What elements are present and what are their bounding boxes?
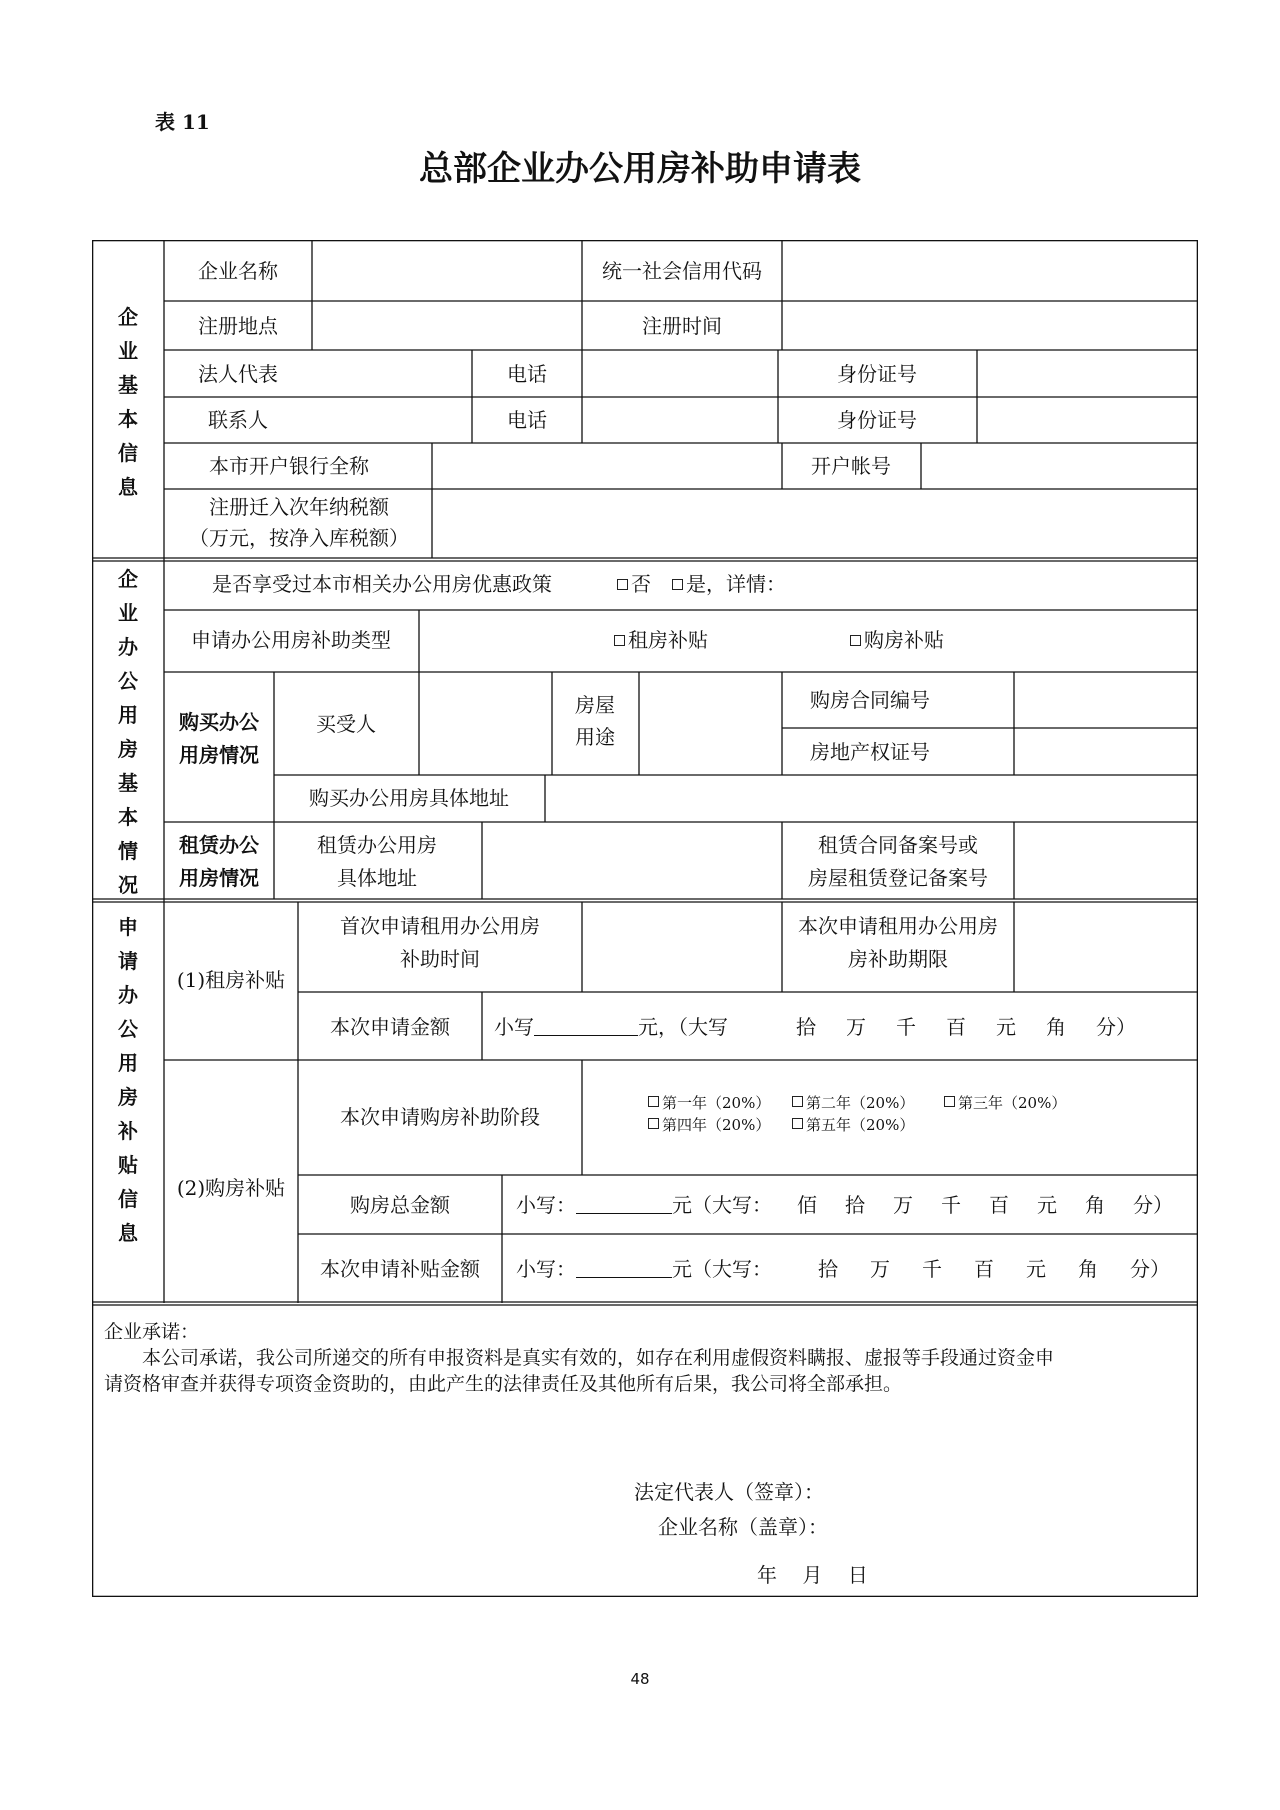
checkbox-rent-subsidy[interactable]: 租房补贴 — [614, 630, 708, 650]
label-rent-section-2: 用房情况 — [179, 866, 259, 890]
checkbox-icon — [614, 635, 625, 646]
label-tax-line2: （万元，按净入库税额） — [189, 526, 409, 550]
label-rent-subsidy: (1)租房补贴 — [176, 968, 286, 992]
checkbox-no[interactable]: 否 — [617, 574, 651, 594]
subsidy-amount-units: 拾 万 千 百 元 角 分） — [818, 1257, 1170, 1281]
checkbox-stage-2[interactable]: 第二年（20%） — [792, 1096, 914, 1111]
label-total-amount: 购房总金额 — [350, 1193, 450, 1217]
label-rent-addr-1: 租赁办公用房 — [317, 833, 437, 857]
commitment-line2: 请资格审查并获得专项资金资助的，由此产生的法律责任及其他所有后果，我公司将全部承担。 — [104, 1373, 903, 1395]
legal-rep-signature: 法定代表人（签章）： — [634, 1480, 824, 1504]
application-form-table — [92, 240, 1198, 1597]
label-rent-section-1: 租赁办公 — [179, 833, 259, 857]
commitment-heading: 企业承诺： — [104, 1321, 200, 1343]
checkbox-stage-3[interactable]: 第三年（20%） — [944, 1096, 1066, 1111]
section-label-basic-info: 企 业 基 本 信 息 — [118, 305, 138, 499]
checkbox-icon — [617, 579, 628, 590]
label-first-time-1: 首次申请租用办公用房 — [340, 914, 540, 938]
label-use-1: 房屋 — [575, 693, 615, 717]
checkbox-icon — [648, 1096, 659, 1107]
checkbox-stage-1[interactable]: 第一年（20%） — [648, 1096, 770, 1111]
label-property-cert: 房地产权证号 — [810, 740, 930, 764]
checkbox-icon — [792, 1096, 803, 1107]
label-policy-question: 是否享受过本市相关办公用房优惠政策 — [212, 572, 552, 596]
amount-small-field[interactable]: 小写 元，（大写 — [494, 1015, 728, 1039]
checkbox-icon — [944, 1096, 955, 1107]
label-stage: 本次申请购房补助阶段 — [340, 1105, 540, 1129]
label-use-2: 用途 — [575, 725, 615, 749]
label-buy-section-2: 用房情况 — [179, 743, 259, 767]
page-title: 总部企业办公用房补助申请表 — [419, 149, 861, 189]
total-amount-field[interactable]: 小写： 元（大写： — [516, 1193, 772, 1217]
checkbox-icon — [672, 579, 683, 590]
page-number: 48 — [630, 1670, 650, 1688]
label-reg-time: 注册时间 — [642, 314, 722, 338]
label-period-1: 本次申请租用办公用房 — [798, 914, 998, 938]
label-phone-1: 电话 — [507, 362, 547, 386]
section-label-subsidy-info: 申 请 办 公 用 房 补 贴 信 息 — [118, 915, 138, 1245]
label-rent-addr-2: 具体地址 — [337, 866, 417, 890]
label-company-name: 企业名称 — [198, 259, 278, 283]
checkbox-buy-subsidy[interactable]: 购房补贴 — [850, 630, 944, 650]
label-first-time-2: 补助时间 — [400, 947, 480, 971]
label-id-2: 身份证号 — [837, 408, 917, 432]
label-bank-name: 本市开户银行全称 — [209, 454, 369, 478]
commitment-line1: 本公司承诺，我公司所递交的所有申报资料是真实有效的，如存在利用虚假资料瞒报、虚报等手段通过资金申 — [142, 1347, 1055, 1369]
section-label-housing-info: 企 业 办 公 用 房 基 本 情 况 — [118, 567, 138, 897]
checkbox-stage-4[interactable]: 第四年（20%） — [648, 1118, 770, 1133]
checkbox-stage-5[interactable]: 第五年（20%） — [792, 1118, 914, 1133]
label-rent-record-1: 租赁合同备案号或 — [818, 833, 978, 857]
signature-date: 年 月 日 — [757, 1563, 868, 1587]
label-contact: 联系人 — [208, 408, 268, 432]
label-account: 开户帐号 — [811, 454, 891, 478]
label-buyer: 买受人 — [316, 712, 376, 736]
label-buy-section-1: 购买办公 — [179, 710, 259, 734]
label-phone-2: 电话 — [507, 408, 547, 432]
company-seal: 企业名称（盖章）： — [658, 1515, 828, 1539]
subsidy-amount-field[interactable]: 小写： 元（大写： — [516, 1257, 772, 1281]
label-contract-no: 购房合同编号 — [810, 688, 930, 712]
amount-units-a: 拾 万 千 百 元 角 分） — [796, 1015, 1136, 1039]
label-reg-place: 注册地点 — [198, 314, 278, 338]
table-number: 表 11 — [155, 110, 210, 134]
label-rent-record-2: 房屋租赁登记备案号 — [808, 866, 988, 890]
label-period-2: 房补助期限 — [848, 947, 948, 971]
label-legal-rep: 法人代表 — [198, 362, 278, 386]
checkbox-yes[interactable]: 是，详情： — [672, 574, 786, 594]
checkbox-icon — [850, 635, 861, 646]
label-tax-line1: 注册迁入次年纳税额 — [209, 495, 389, 519]
label-buy-address: 购买办公用房具体地址 — [309, 786, 509, 810]
label-id-1: 身份证号 — [837, 362, 917, 386]
label-buy-subsidy: (2)购房补贴 — [176, 1176, 286, 1200]
checkbox-icon — [792, 1118, 803, 1129]
total-amount-units: 佰 拾 万 千 百 元 角 分） — [797, 1193, 1173, 1217]
label-subsidy-amount: 本次申请补贴金额 — [320, 1257, 480, 1281]
label-amount: 本次申请金额 — [330, 1015, 450, 1039]
checkbox-icon — [648, 1118, 659, 1129]
label-credit-code: 统一社会信用代码 — [602, 259, 762, 283]
label-subsidy-type: 申请办公用房补助类型 — [191, 628, 391, 652]
